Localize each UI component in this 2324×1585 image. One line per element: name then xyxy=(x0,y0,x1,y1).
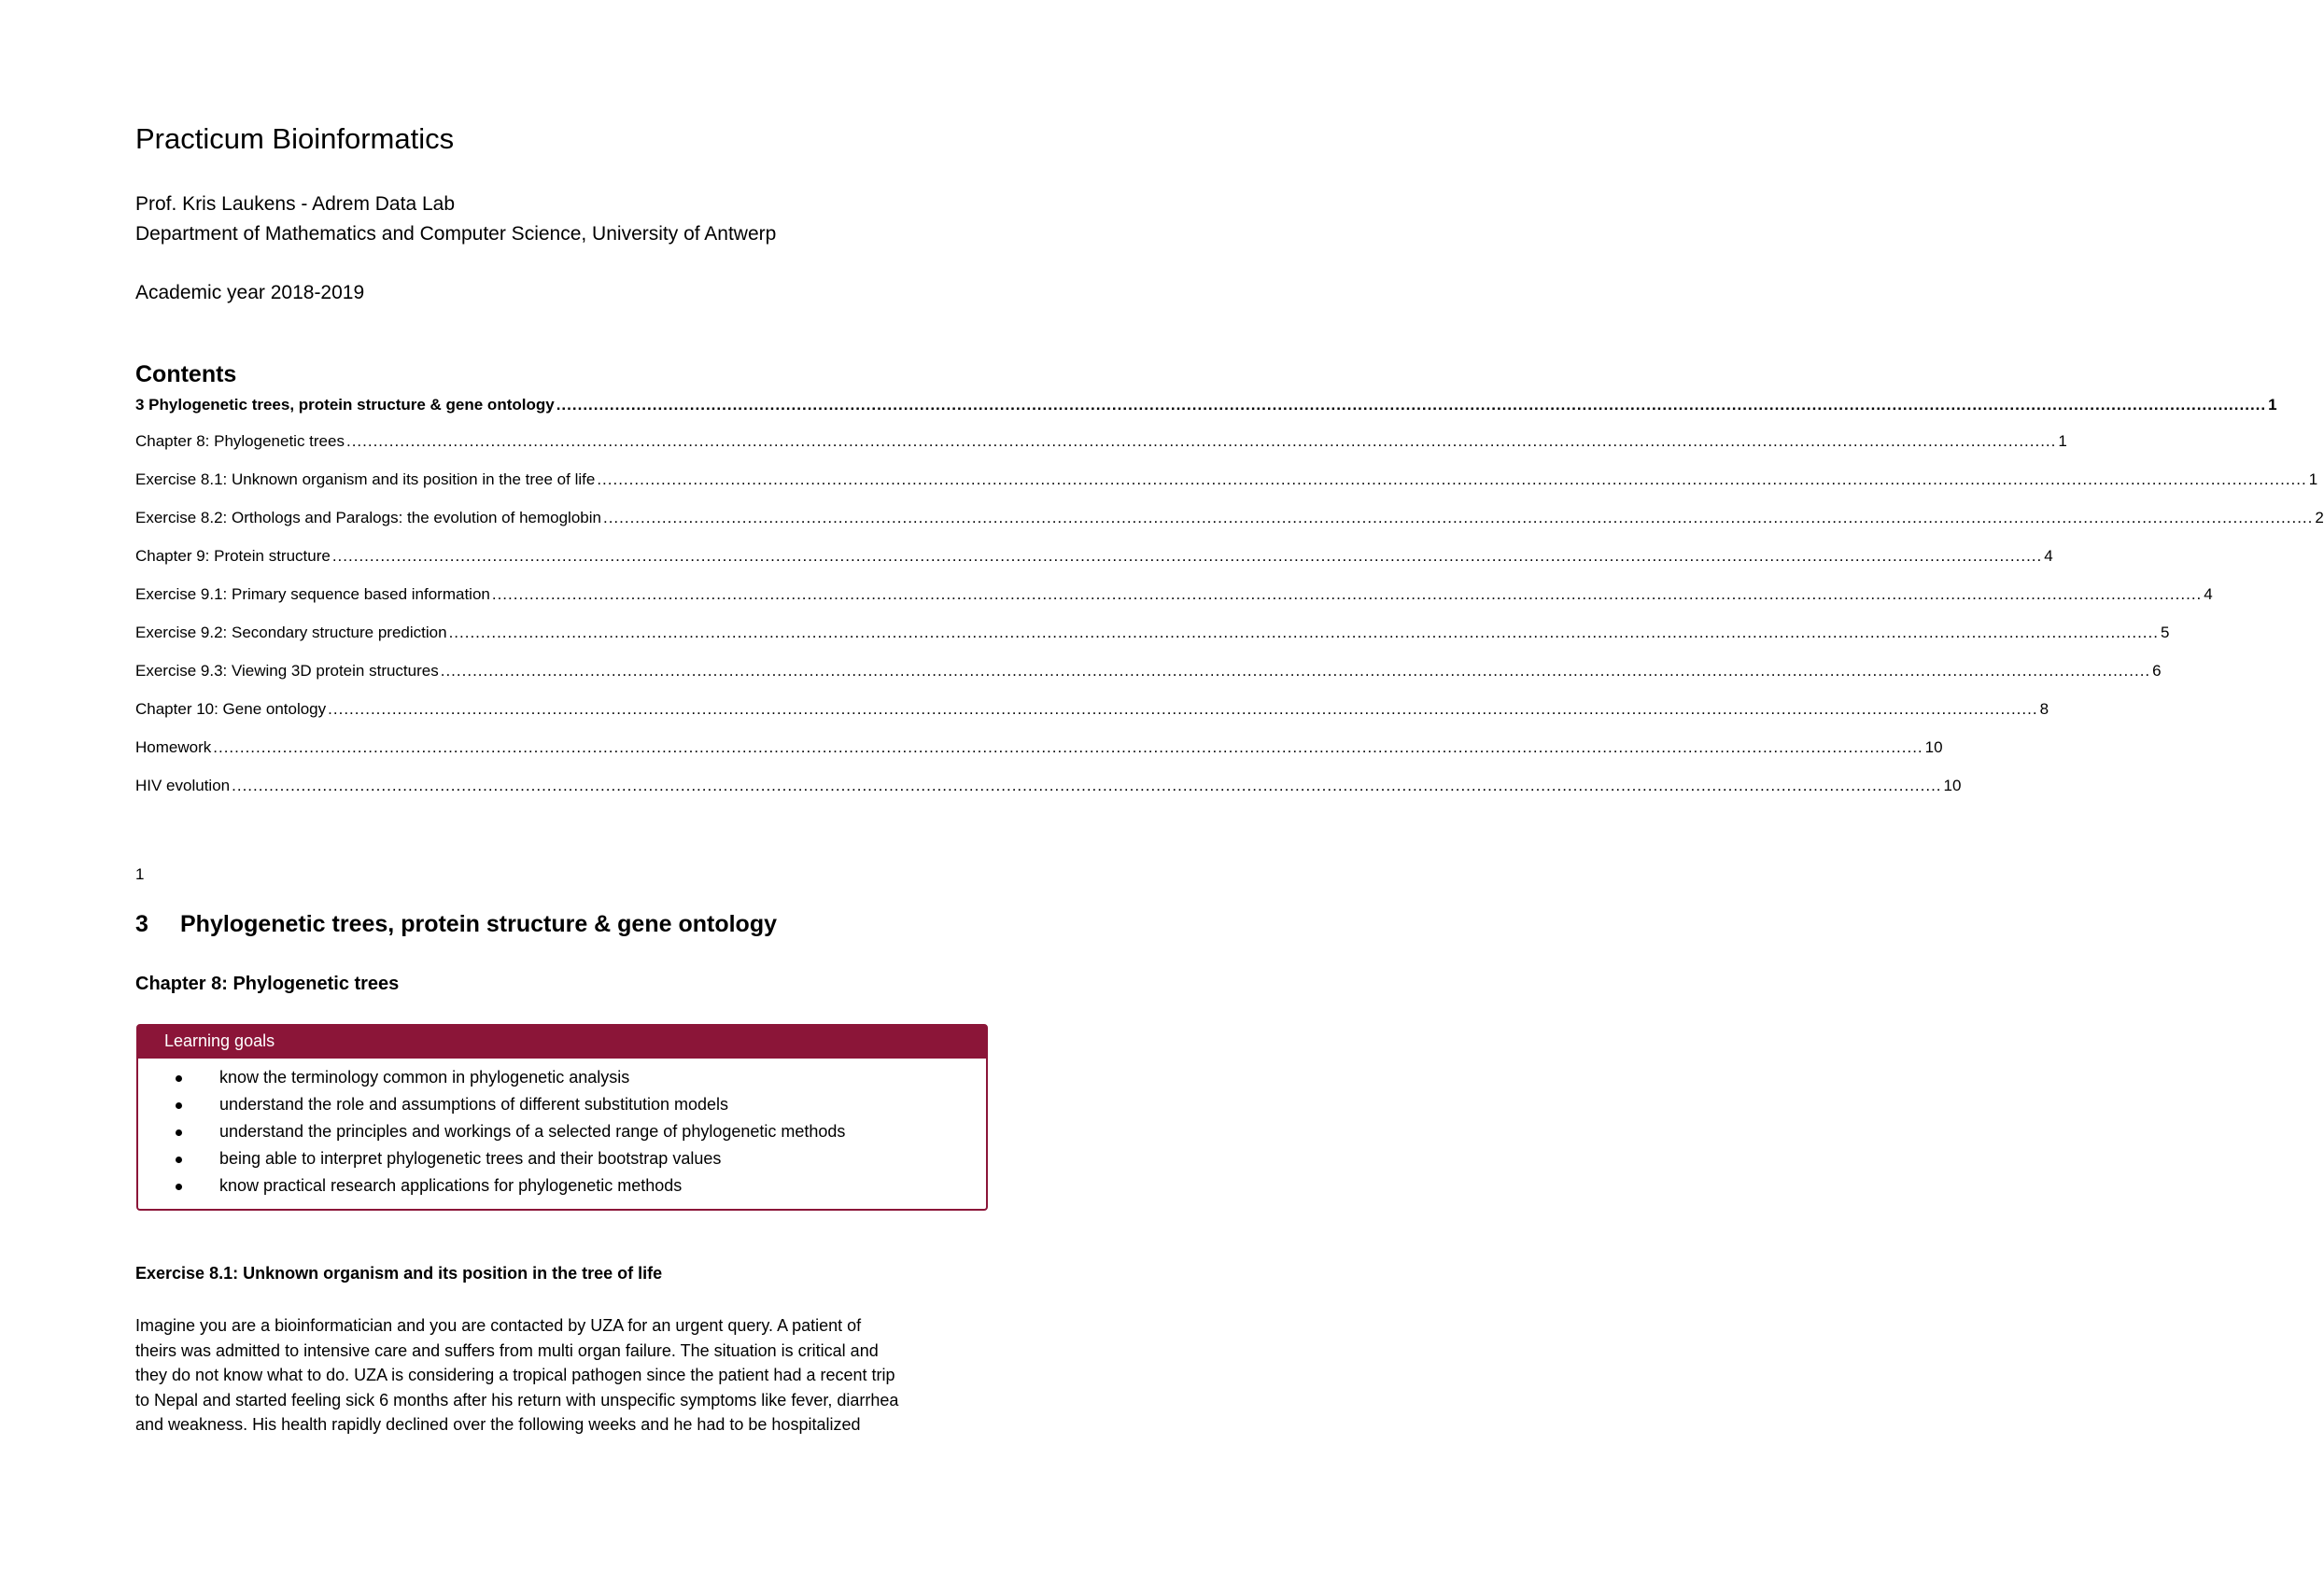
section-title: Phylogenetic trees, protein structure & gene ontology xyxy=(180,911,777,937)
toc-entry-page: 4 xyxy=(2204,585,2213,603)
toc-leader xyxy=(556,394,2266,416)
academic-year: Academic year 2018-2019 xyxy=(135,282,365,303)
toc-entry-page: 10 xyxy=(1924,738,1943,756)
bullet-icon xyxy=(176,1129,182,1136)
toc-entry[interactable] xyxy=(135,507,2324,529)
exercise-paragraph xyxy=(135,1313,1032,1438)
toc-leader xyxy=(346,430,2056,453)
bullet-icon xyxy=(176,1075,182,1082)
toc-entry[interactable] xyxy=(135,583,2213,606)
toc-entry-page: 1 xyxy=(2308,470,2318,488)
author-line: Prof. Kris Laukens - Adrem Data Lab xyxy=(135,193,455,215)
toc-entry-label: Chapter 10: Gene ontology xyxy=(135,700,327,718)
toc-entry-label: HIV evolution xyxy=(135,777,231,794)
toc-entry[interactable] xyxy=(135,430,2067,453)
toc-entry-label: Chapter 8: Phylogenetic trees xyxy=(135,432,345,450)
learning-goal-text: understand the role and assumptions of different substitution models xyxy=(219,1095,729,1114)
page-number: 1 xyxy=(135,865,145,883)
paragraph-line: and weakness. His health rapidly declined over the following weeks and he had to be hospitalized xyxy=(135,1415,861,1434)
toc-entry-page: 5 xyxy=(2160,624,2170,641)
learning-goal-text: know the terminology common in phylogenetic analysis xyxy=(219,1068,630,1087)
toc-entry[interactable] xyxy=(135,622,2170,644)
toc-entry-page: 1 xyxy=(2268,396,2277,414)
bullet-icon xyxy=(176,1184,182,1190)
toc-entry-page: 2 xyxy=(2315,509,2324,526)
toc-leader xyxy=(449,622,2159,644)
toc-entry-label: Exercise 9.2: Secondary structure prediction xyxy=(135,624,447,641)
toc-entry[interactable] xyxy=(135,736,1943,759)
paragraph-line: Imagine you are a bioinformatician and you are contacted by UZA for an urgent query. A patient of xyxy=(135,1316,862,1335)
learning-goals-header xyxy=(138,1026,986,1059)
toc-heading: Contents xyxy=(135,361,237,387)
bullet-icon xyxy=(176,1102,182,1109)
paragraph-line: they do not know what to do. UZA is considering a tropical pathogen since the patient had a recent trip xyxy=(135,1366,895,1384)
exercise-heading: Exercise 8.1: Unknown organism and its position in the tree of life xyxy=(135,1264,663,1283)
learning-goals-title: Learning goals xyxy=(164,1031,275,1050)
toc-entry-page: 1 xyxy=(2058,432,2067,450)
learning-goal-item xyxy=(138,1172,845,1199)
toc-leader xyxy=(597,469,2306,491)
department-line: Department of Mathematics and Computer Science, University of Antwerp xyxy=(135,223,777,245)
paragraph-line: theirs was admitted to intensive care and suffers from multi organ failure. The situation is critical and xyxy=(135,1340,879,1360)
toc-entry[interactable] xyxy=(135,660,2162,682)
toc-leader xyxy=(603,507,2313,529)
toc-leader xyxy=(492,583,2202,606)
learning-goals-box xyxy=(136,1024,988,1211)
toc-entry-label: Chapter 9: Protein structure xyxy=(135,547,331,565)
toc-leader xyxy=(441,660,2150,682)
learning-goals-list xyxy=(138,1064,845,1199)
toc-entry[interactable] xyxy=(135,469,2318,491)
toc-leader xyxy=(213,736,1923,759)
learning-goal-item xyxy=(138,1118,845,1145)
learning-goal-text: understand the principles and workings of a selected range of phylogenetic methods xyxy=(219,1122,846,1141)
learning-goal-item xyxy=(138,1064,845,1091)
bullet-icon xyxy=(176,1157,182,1163)
toc-entry[interactable] xyxy=(135,394,2277,416)
section-number: 3 xyxy=(135,911,148,937)
toc-entry[interactable] xyxy=(135,545,2053,568)
toc-entry-label: Exercise 9.1: Primary sequence based information xyxy=(135,585,490,603)
toc-entry-page: 6 xyxy=(2152,662,2162,680)
toc-leader xyxy=(332,545,2042,568)
toc-entry-page: 8 xyxy=(2039,700,2049,718)
toc-entry-page: 10 xyxy=(1943,777,1962,794)
toc-leader xyxy=(328,698,2037,721)
toc-leader xyxy=(232,775,1941,797)
toc-entry[interactable] xyxy=(135,775,1962,797)
toc-entry-page: 4 xyxy=(2044,547,2053,565)
learning-goal-item xyxy=(138,1091,845,1118)
toc-entry-label: Exercise 9.3: Viewing 3D protein structures xyxy=(135,662,439,680)
toc-entry[interactable] xyxy=(135,698,2049,721)
document-title: Practicum Bioinformatics xyxy=(135,122,455,155)
toc-entry-label: 3 Phylogenetic trees, protein structure & gene ontology xyxy=(135,396,555,414)
toc-entry-label: Exercise 8.1: Unknown organism and its position in the tree of life xyxy=(135,470,596,488)
learning-goal-text: know practical research applications for phylogenetic methods xyxy=(219,1176,683,1195)
learning-goal-text: being able to interpret phylogenetic trees and their bootstrap values xyxy=(219,1149,722,1168)
paragraph-line: to Nepal and started feeling sick 6 months after his return with unspecific symptoms like fever, diarrhea xyxy=(135,1390,899,1410)
toc-entry-label: Exercise 8.2: Orthologs and Paralogs: the evolution of hemoglobin xyxy=(135,509,601,526)
toc-entry-label: Homework xyxy=(135,738,212,756)
learning-goal-item xyxy=(138,1145,845,1172)
chapter-heading: Chapter 8: Phylogenetic trees xyxy=(135,974,400,994)
